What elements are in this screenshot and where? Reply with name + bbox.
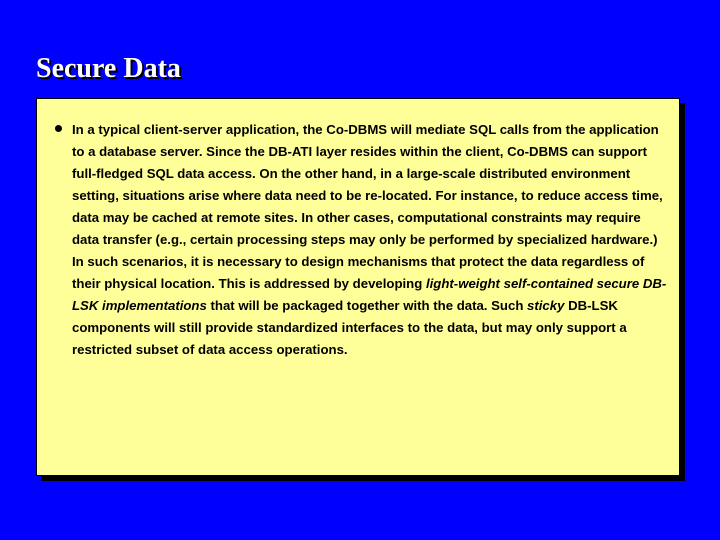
bullet-text-italic-sticky: sticky xyxy=(527,298,565,313)
content-box xyxy=(36,98,680,476)
slide-title: Secure Data xyxy=(36,53,181,84)
bullet-item xyxy=(37,119,679,361)
bullet-text-part2: that will be packaged together with the data. Such xyxy=(206,298,528,313)
bullet-text-part3: DB-LSK components will still provide standardized interfaces to the data, but may only support a restricted subset of data access operations. xyxy=(72,298,627,357)
bullet-text xyxy=(72,119,679,361)
bullet-text-part1: In a typical client-server application, the Co-DBMS will mediate SQL calls from the application to a database server. Since the DB-ATI layer resides within the client, Co-DBMS can support full-fledged SQL data access. On the other hand, in a large-scale distributed environment setting, situations arise where data need to be re-located. For instance, to reduce access time, data may be cached at remote sites. In other cases, computational constraints may require data transfer (e.g., certain processing steps may only be performed by specialized hardware.) In such scenarios, it is necessary to design mechanisms that protect the data regardless of their physical location. This is addressed by developing xyxy=(72,122,663,291)
bullet-text-italic-implementations: light-weight self-contained secure DB-LSK implementations xyxy=(72,276,667,313)
bullet-dot-icon xyxy=(55,125,62,132)
